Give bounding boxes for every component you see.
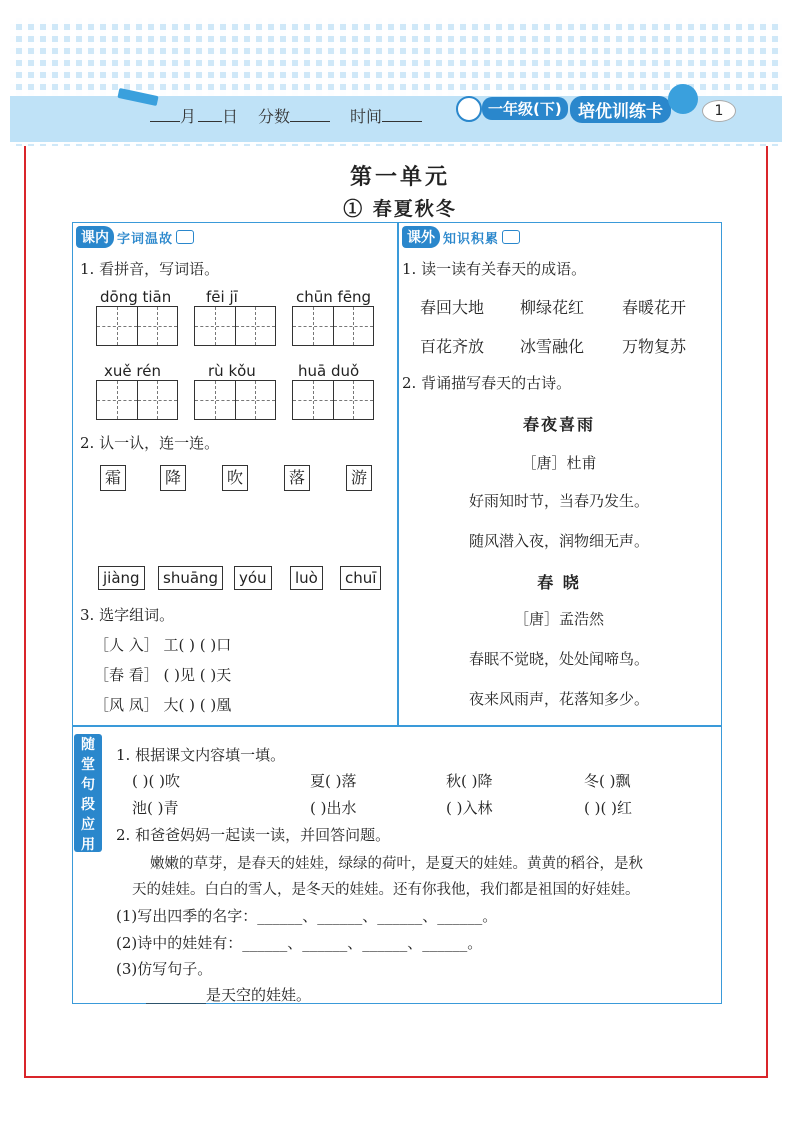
char-box[interactable]: 霜	[100, 465, 126, 491]
pinyin-box[interactable]: chuī	[340, 566, 381, 590]
tag-pill: 课外	[402, 226, 440, 248]
idiom: 冰雪融化	[520, 337, 585, 356]
tag-pill: 课内	[76, 226, 114, 248]
word-row[interactable]: ［春 看］ ( )见 ( )天	[94, 666, 232, 684]
score-field[interactable]: 分数	[258, 104, 330, 127]
brand-title: 培优训练卡	[570, 96, 671, 123]
left-section-tag	[76, 226, 194, 248]
tag-label: 知识积累	[443, 231, 500, 247]
bottom-q1: 1. 根据课文内容填一填。	[116, 746, 286, 764]
idiom: 百花齐放	[420, 337, 485, 356]
poem-author: ［唐］杜甫	[521, 454, 597, 472]
vtag-char: 随	[81, 737, 95, 753]
fill-blank[interactable]: ( )入林	[446, 799, 493, 817]
writing-grid[interactable]	[96, 380, 178, 420]
writing-grid[interactable]	[194, 306, 276, 346]
book-icon	[502, 230, 520, 244]
pinyin-2: fēi jī	[206, 288, 238, 306]
poem-line: 夜来风雨声，花落知多少。	[468, 690, 649, 708]
char-box[interactable]: 游	[346, 465, 372, 491]
pinyin-box[interactable]: yóu	[234, 566, 272, 590]
sub-question: (3)仿写句子。	[116, 960, 213, 978]
bottom-q2: 2. 和爸爸妈妈一起读一读，并回答问题。	[116, 826, 391, 844]
poem-author: ［唐］孟浩然	[513, 610, 604, 628]
writing-grid[interactable]	[292, 306, 374, 346]
poem-title: 春夜喜雨	[522, 415, 595, 434]
grade-badge: 一年级(下)	[482, 97, 568, 120]
poem-line: 随风潜入夜，润物细无声。	[468, 532, 649, 550]
unit-title: 第一单元	[349, 164, 450, 190]
writing-grid[interactable]	[292, 380, 374, 420]
header-fields	[150, 104, 422, 127]
word-row[interactable]: ［人 入］ 工( ) ( )口	[94, 636, 232, 654]
poem-title: 春 晓	[537, 573, 581, 592]
passage-line: 天的娃娃。白白的雪人，是冬天的娃娃。还有你我他，我们都是祖国的好娃娃。	[132, 882, 640, 898]
sub-question[interactable]: (2)诗中的娃娃有：______、______、______、______。	[116, 934, 483, 952]
fill-blank[interactable]: ( )( )吹	[132, 772, 180, 790]
fill-blank[interactable]: 池( )青	[132, 799, 179, 817]
pinyin-4: xuě rén	[104, 362, 161, 380]
sub-answer[interactable]: ________是天空的娃娃。	[146, 986, 312, 1004]
idiom: 万物复苏	[622, 337, 687, 356]
vtag-char: 段	[81, 797, 95, 813]
page-number: 1	[702, 100, 736, 122]
time-field[interactable]: 时间	[350, 104, 422, 127]
vtag-char: 用	[81, 837, 95, 853]
right-q2: 2. 背诵描写春天的古诗。	[402, 374, 572, 392]
fill-blank[interactable]: 夏( )落	[310, 772, 357, 790]
word-row[interactable]: ［风 凤］ 大( ) ( )凰	[94, 696, 232, 714]
clock-icon	[456, 96, 482, 122]
mascot-icon	[668, 84, 698, 114]
fill-blank[interactable]: 秋( )降	[446, 772, 493, 790]
month-field[interactable]: 月	[150, 104, 196, 127]
pinyin-3: chūn fēng	[296, 288, 372, 306]
vtag-char: 应	[81, 817, 95, 833]
lesson-title: ① 春夏秋冬	[343, 198, 457, 220]
writing-grid[interactable]	[96, 306, 178, 346]
pinyin-box[interactable]: jiàng	[98, 566, 145, 590]
char-box[interactable]: 吹	[222, 465, 248, 491]
day-field[interactable]: 日	[198, 104, 238, 127]
pinyin-box[interactable]: luò	[290, 566, 323, 590]
right-section-tag	[402, 226, 520, 248]
pinyin-5: rù kǒu	[208, 362, 256, 380]
book-icon	[176, 230, 194, 244]
poem-line: 好雨知时节，当春乃发生。	[468, 492, 649, 510]
char-box[interactable]: 落	[284, 465, 310, 491]
tag-label: 字词温故	[117, 231, 174, 247]
fill-blank[interactable]: ( )出水	[310, 799, 357, 817]
left-q2: 2. 认一认，连一连。	[80, 434, 220, 452]
sub-question[interactable]: (1)写出四季的名字：______、______、______、______。	[116, 907, 498, 925]
left-q3: 3. 选字组词。	[80, 606, 175, 624]
idiom: 柳绿花红	[520, 298, 585, 317]
fill-blank[interactable]: 冬( )飘	[584, 772, 631, 790]
char-box[interactable]: 降	[160, 465, 186, 491]
fill-blank[interactable]: ( )( )红	[584, 799, 632, 817]
left-q1: 1. 看拼音，写词语。	[80, 260, 220, 278]
poem-line: 春眠不觉晓，处处闻啼鸟。	[468, 650, 649, 668]
pinyin-1: dōng tiān	[100, 288, 172, 306]
passage-line: 嫩嫩的草芽，是春天的娃娃，绿绿的荷叶，是夏天的娃娃。黄黄的稻谷，是秋	[150, 856, 643, 872]
vtag-char: 堂	[81, 757, 95, 773]
writing-grid[interactable]	[194, 380, 276, 420]
pinyin-box[interactable]: shuāng	[158, 566, 223, 590]
right-q1: 1. 读一读有关春天的成语。	[402, 260, 587, 278]
pinyin-6: huā duǒ	[298, 362, 360, 380]
vertical-section-tag	[74, 734, 102, 852]
idiom: 春回大地	[420, 298, 485, 317]
vtag-char: 句	[81, 777, 95, 793]
idiom: 春暖花开	[622, 298, 687, 317]
